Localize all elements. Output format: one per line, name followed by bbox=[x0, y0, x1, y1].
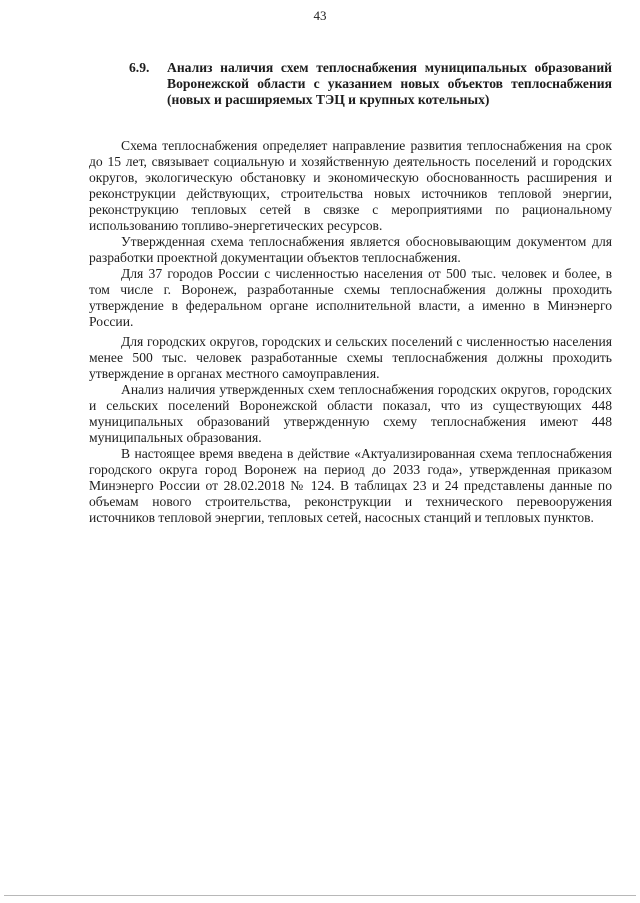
paragraph: Утвержденная схема теплоснабжения является обосновывающим документом для разработки проектной документации объектов теплоснабжения. bbox=[89, 234, 612, 265]
page-number: 43 bbox=[313, 8, 327, 23]
section-heading bbox=[129, 60, 612, 108]
paragraph: Анализ наличия утвержденных схем теплоснабжения городских округов, городских и сельских поселений Воронежской области показал, что из существующих 448 муниципальных образований утвержденную схему теплоснабжения имеют 448 муниципальных образования. bbox=[89, 382, 612, 445]
paragraph: Для городских округов, городских и сельских поселений с численностью населения менее 500 тыс. человек разработанные схемы теплоснабжения должны проходить утверждение в органах местного самоуправления. bbox=[89, 334, 612, 381]
paragraph: В настоящее время введена в действие «Актуализированная схема теплоснабжения городского округа город Воронеж на период до 2033 года», утвержденная приказом Минэнерго России от 28.02.2018 № 124. В таблицах 23 и 24 представлены данные по объемам нового строительства, реконструкции и технического перевооружения источников тепловой энергии, тепловых сетей, насосных станций и тепловых пунктов. bbox=[89, 446, 612, 525]
section-title: Анализ наличия схем теплоснабжения муниципальных образований Воронежской области с указанием новых объектов теплоснабжения (новых и расширяемых ТЭЦ и крупных котельных) bbox=[167, 60, 612, 107]
body-text bbox=[89, 138, 612, 526]
page-bottom-border bbox=[4, 895, 636, 896]
paragraph: Для 37 городов России с численностью населения от 500 тыс. человек и более, в том числе г. Воронеж, разработанные схемы теплоснабжения должны проходить утверждение в федеральном органе исполнительной власти, а именно в Минэнерго России. bbox=[89, 266, 612, 329]
section-number: 6.9. bbox=[129, 60, 150, 75]
paragraph: Схема теплоснабжения определяет направление развития теплоснабжения на срок до 15 лет, связывает социальную и хозяйственную деятельность поселений и городских округов, экологическую обстановку и экономическую обоснованность расширения и реконструкции действующих, строительства новых источников тепловой энергии, реконструкцию тепловых сетей в связке с мероприятиями по рациональному использованию топливо-энергетических ресурсов. bbox=[89, 138, 612, 233]
